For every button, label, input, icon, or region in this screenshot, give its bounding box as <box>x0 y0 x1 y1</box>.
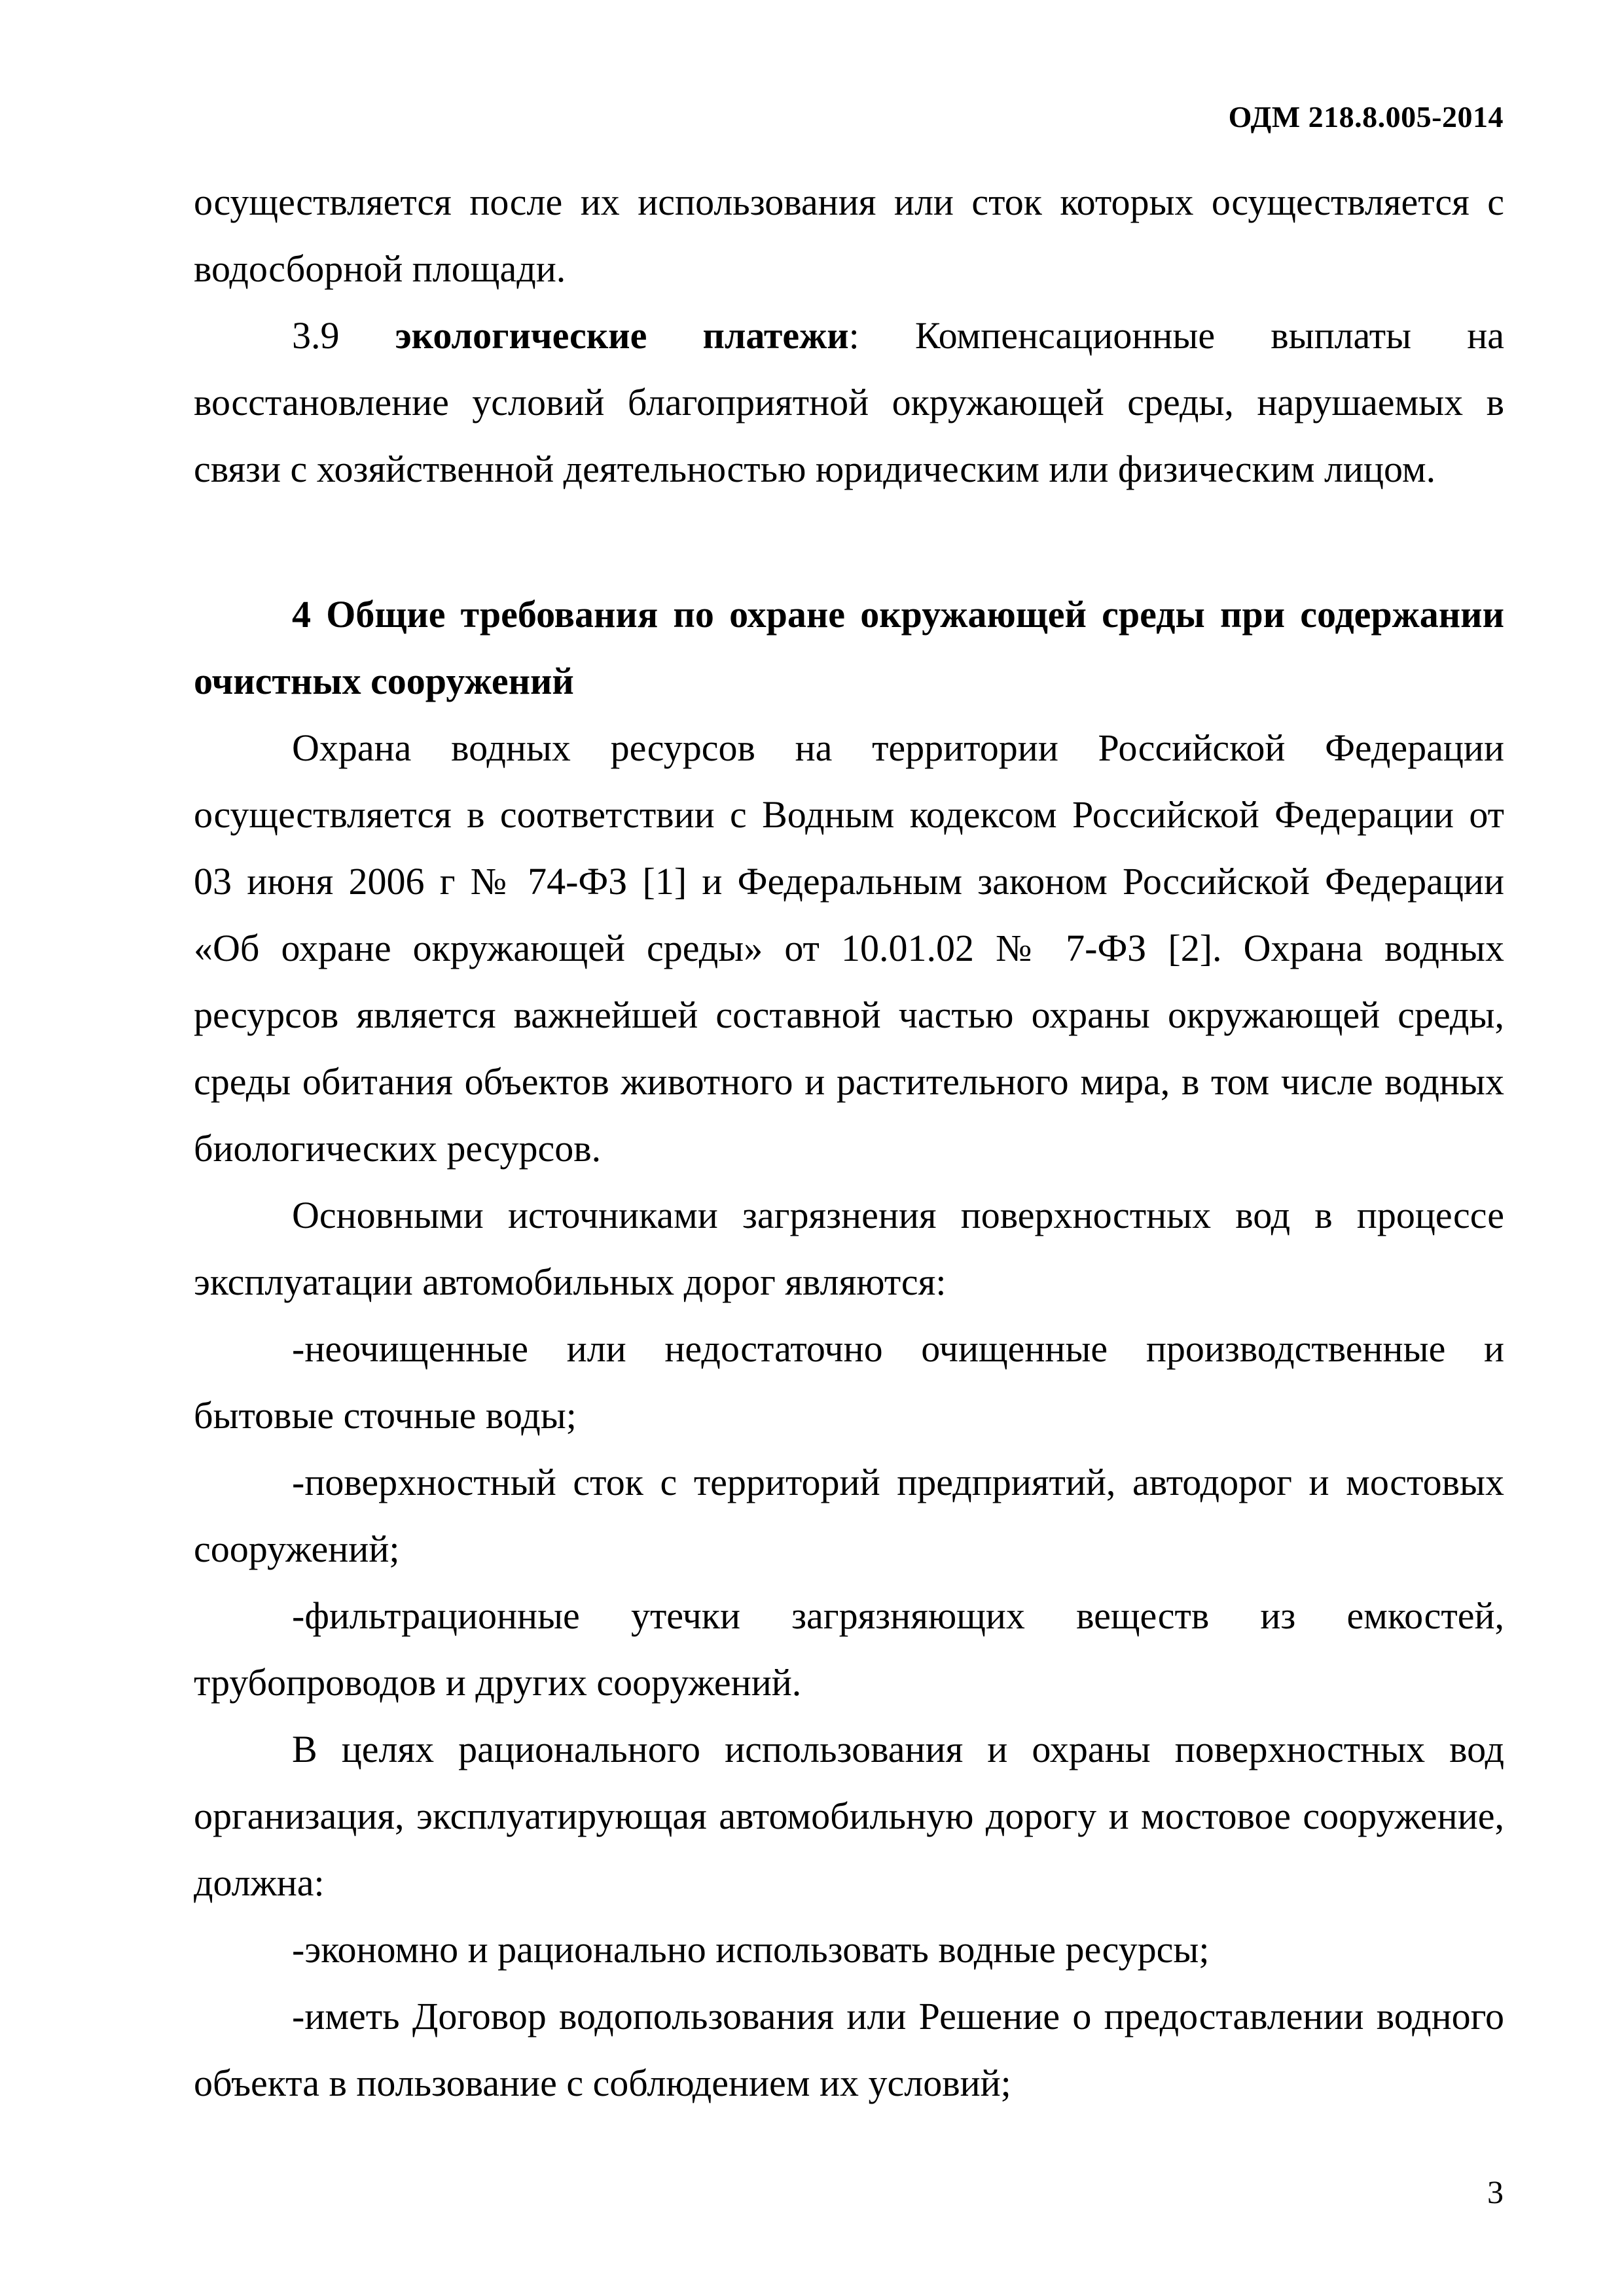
list-item-surface-runoff: -поверхностный сток с территорий предприятий, автодорог и мостовых сооружений; <box>194 1461 1504 1570</box>
section-heading-4: 4 Общие требования по охране окружающей среды при содержании очистных сооружений <box>194 593 1504 702</box>
list-item-economical-use: -экономно и рационально использовать водные ресурсы; <box>292 1928 1210 1971</box>
list-item-filtration-leaks: -фильтрационные утечки загрязняющих веществ из емкостей, трубопроводов и других сооружений. <box>194 1594 1504 1704</box>
list-item-water-agreement: -иметь Договор водопользования или Решение о предоставлении водного объекта в пользование с соблюдением их условий; <box>194 1995 1504 2104</box>
definition-number: 3.9 <box>292 314 395 357</box>
document-code: ОДМ 218.8.005-2014 <box>1228 100 1504 134</box>
paragraph-pollution-sources: Основными источниками загрязнения поверхностных вод в процессе эксплуатации автомобильных дорог являются: <box>194 1194 1504 1303</box>
definition-text: : Компенсационные выплаты на восстановление условий благоприятной окружающей среды, нарушаемых в связи с хозяйственной деятельностью юридическим или физическим лицом. <box>194 314 1504 490</box>
document-body <box>194 169 1504 2117</box>
paragraph-continuation: осуществляется после их использования или сток которых осуществляется с водосборной площади. <box>194 181 1504 290</box>
paragraph-water-protection: Охрана водных ресурсов на территории Российской Федерации осуществляется в соответствии с Водным кодексом Российской Федерации от 03 июня 2006 г № 74-ФЗ [1] и Федеральным законом Российской Федерации «Об охране окружающей среды» от 10.01.02 № 7-ФЗ [2]. Охрана водных ресурсов является важнейшей составной частью охраны окружающей среды, среды обитания объектов животного и растительного мира, в том числе водных биологических ресурсов. <box>194 726 1504 1170</box>
page-number: 3 <box>1487 2174 1504 2210</box>
paragraph-rational-use: В целях рационального использования и охраны поверхностных вод организация, эксплуатирующая автомобильную дорогу и мостовое сооружение, должна: <box>194 1728 1504 1904</box>
definition-3-9 <box>194 302 1504 503</box>
list-item-untreated-water: -неочищенные или недостаточно очищенные производственные и бытовые сточные воды; <box>194 1327 1504 1437</box>
definition-term: экологические платежи <box>395 314 849 357</box>
